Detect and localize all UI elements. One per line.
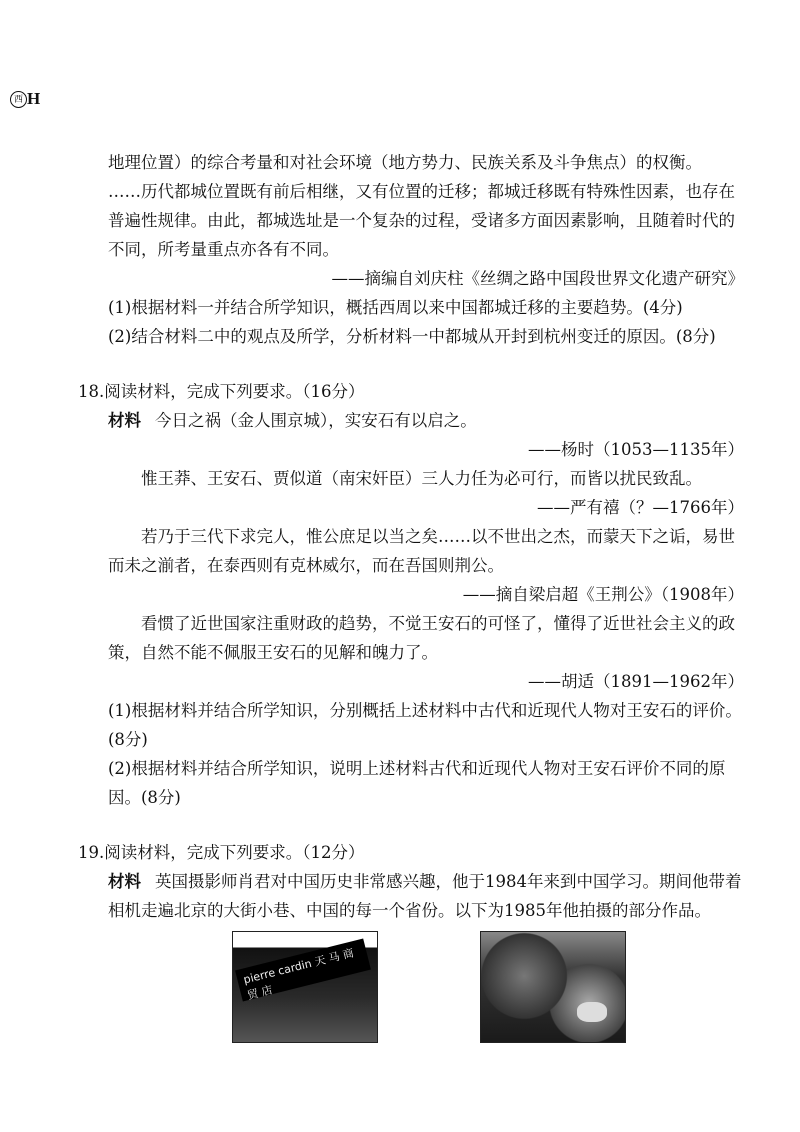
q18-source1: ——杨时（1053—1135年） bbox=[528, 440, 744, 459]
q18-material-1 bbox=[108, 406, 744, 435]
storefront-sign: pierre cardin 天 马 商 贸 店 bbox=[235, 939, 371, 1002]
q17-sub1: (1)根据材料一并结合所学知识，概括西周以来中国都城迁移的主要趋势。(4分) bbox=[108, 298, 683, 317]
q17-text-line2: ……历代都城位置既有前后相继，又有位置的迁移；都城迁移既有特殊性因素，也存在普遍性规律。由此，都城选址是一个复杂的过程，受诸多方面因素影响，且随着时代的不同，所考量重点亦各有不同。 bbox=[108, 182, 735, 259]
q17-sub2: (2)结合材料二中的观点及所学，分析材料一中都城从开封到杭州变迁的原因。(8分) bbox=[108, 327, 716, 346]
exam-content bbox=[78, 148, 744, 1041]
q18-heading: 18.阅读材料，完成下列要求。（16分） bbox=[78, 382, 365, 401]
circled-mark: 西 bbox=[10, 91, 27, 108]
q18-quote1: 今日之祸（金人围京城），实安石有以启之。 bbox=[155, 411, 477, 430]
photo-street bbox=[480, 931, 626, 1043]
q18-sub2: (2)根据材料并结合所学知识，说明上述材料古代和近现代人物对王安石评价不同的原因。(8分) bbox=[108, 759, 726, 807]
photo-storefront bbox=[232, 931, 378, 1043]
q19-text: 英国摄影师肖君对中国历史非常感兴趣，他于1984年来到中国学习。期间他带着相机走遍北京的大街小巷、中国的每一个省份。以下为1985年他拍摄的部分作品。 bbox=[108, 872, 742, 920]
q18-source4: ——胡适（1891—1962年） bbox=[528, 672, 744, 691]
exam-mark bbox=[10, 88, 40, 109]
q18-sub1: (1)根据材料并结合所学知识，分别概括上述材料中古代和近现代人物对王安石的评价。(8分) bbox=[108, 701, 742, 749]
q17-text-line1: 地理位置）的综合考量和对社会环境（地方势力、民族关系及斗争焦点）的权衡。 bbox=[108, 153, 702, 172]
q19-heading: 19.阅读材料，完成下列要求。（12分） bbox=[78, 843, 365, 862]
q18-quote3: 若乃于三代下求完人，惟公庶足以当之矣……以不世出之杰，而蒙天下之诟，易世而未之湔者，在泰西则有克林威尔，而在吾国则荆公。 bbox=[108, 527, 735, 575]
q19-photos bbox=[108, 931, 744, 1041]
q18-source2: ——严有禧（？—1766年） bbox=[537, 498, 744, 517]
q19-material-label: 材料 bbox=[108, 872, 141, 891]
q17-source: ——摘编自刘庆柱《丝绸之路中国段世界文化遗产研究》 bbox=[331, 269, 744, 288]
q18-quote2: 惟王莽、王安石、贾似道（南宋奸臣）三人力任为必可行，而皆以扰民致乱。 bbox=[141, 469, 702, 488]
q18-material-label: 材料 bbox=[108, 411, 141, 430]
q18-quote4: 看惯了近世国家注重财政的趋势，不觉王安石的可怪了，懂得了近世社会主义的政策，自然不能不佩服王安石的见解和魄力了。 bbox=[108, 614, 735, 662]
mark-letter: H bbox=[27, 89, 41, 109]
q18-source3: ——摘自梁启超《王荆公》（1908年） bbox=[462, 585, 744, 604]
q19-material bbox=[108, 867, 744, 925]
photo-highlight bbox=[577, 1002, 607, 1022]
